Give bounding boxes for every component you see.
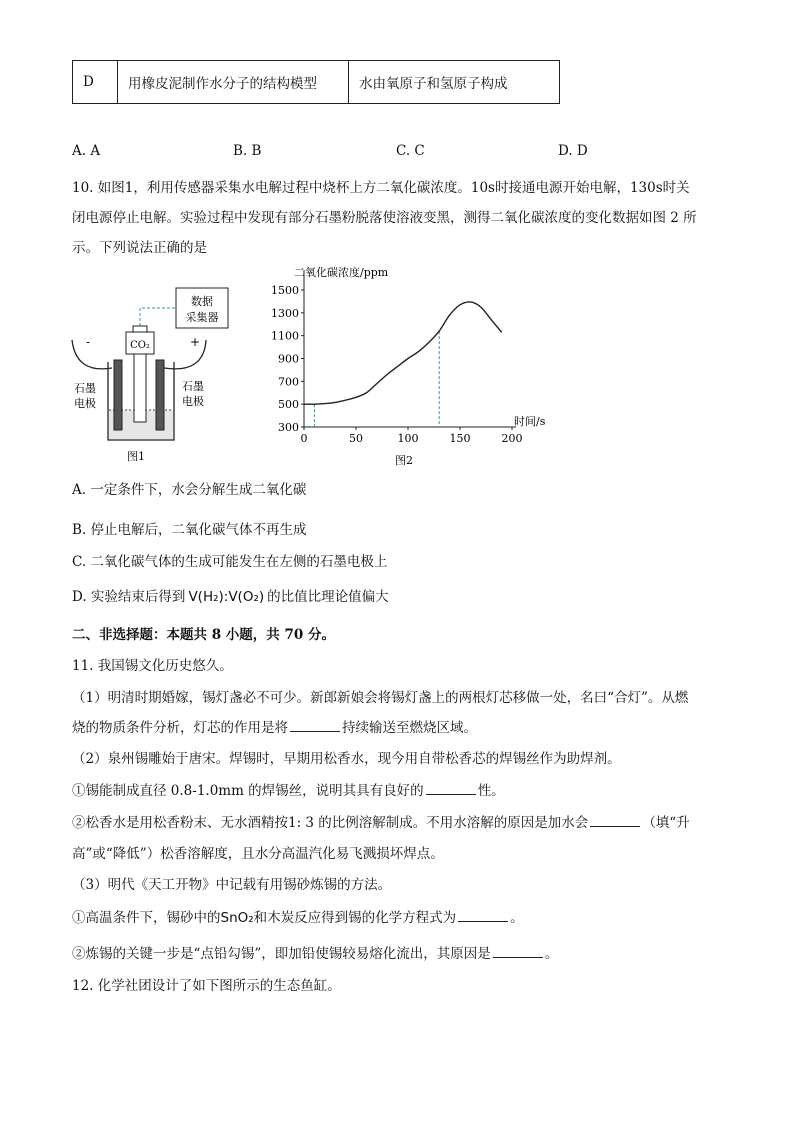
table-cell: 水由氧原子和氢原子构成 <box>349 61 560 104</box>
answer-blank[interactable] <box>426 781 476 795</box>
q10-option-b: B. 停止电解后，二氧化碳气体不再生成 <box>72 522 307 538</box>
option-text: 的比值比理论值偏大 <box>267 589 389 605</box>
q9-option-b: B. B <box>233 143 262 159</box>
answer-blank[interactable] <box>493 944 543 958</box>
left-electrode-label: 电极 <box>74 397 96 410</box>
q11-text: （2）泉州锡雕始于唐宋。焊锡时，早期用松香水，现今用自带松香芯的焊锡丝作为助焊剂。 <box>72 751 621 767</box>
figure-1-apparatus <box>64 282 244 467</box>
option-text: D. 实验结束后得到 <box>72 589 186 605</box>
figure-2-caption: 图2 <box>395 454 413 467</box>
text-segment: 和木炭反应得到锡的化学方程式为 <box>253 910 457 926</box>
text-segment: （填“升 <box>642 815 690 831</box>
option-table <box>72 60 560 104</box>
sno2-formula: SnO₂ <box>220 910 254 926</box>
text-segment: ①锡能制成直径 0.8-1.0mm 的焊锡丝，说明其具有良好的 <box>72 783 424 799</box>
q10-line: 10. 如图1，利用传感器采集水电解过程中烧杯上方二氧化碳浓度。10s时接通电源开始电解，130s时关 <box>72 180 690 196</box>
answer-blank[interactable] <box>290 718 340 732</box>
minus-sign: - <box>86 335 91 349</box>
y-tick-label: 700 <box>278 375 299 389</box>
sensor-label: 数据 <box>191 295 213 308</box>
q11-text: 高”或“降低”）松香溶解度，且水分高温汽化易飞溅损坏焊点。 <box>72 846 444 862</box>
y-tick-label: 1300 <box>271 306 299 320</box>
probe-label: CO₂ <box>130 340 150 351</box>
q11-text: （1）明清时期婚嫁，锡灯盏必不可少。新郎新娘会将锡灯盏上的两根灯芯移做一处，名曰“合灯”。从燃 <box>72 690 689 706</box>
left-electrode-label: 石墨 <box>74 382 96 395</box>
x-tick-label: 50 <box>349 432 363 445</box>
q11-text: （3）明代《天工开物》中记载有用锡砂炼锡的方法。 <box>72 877 392 893</box>
text-segment: ①高温条件下，锡砂中的 <box>72 910 221 926</box>
sensor-link <box>140 308 176 326</box>
x-tick-label: 100 <box>397 432 419 445</box>
answer-blank[interactable] <box>590 813 640 827</box>
y-tick-label: 1100 <box>271 329 299 343</box>
q10-option-a: A. 一定条件下，水会分解生成二氧化碳 <box>72 482 307 498</box>
q11-text <box>72 942 558 962</box>
answer-blank[interactable] <box>458 908 508 922</box>
table-cell: D <box>73 61 118 104</box>
text-segment: ②炼锡的关键一步是“点铅勾锡”，即加铅使锡较易熔化流出，其原因是 <box>72 946 491 962</box>
y-axis-label: 二氧化碳浓度/ppm <box>294 266 389 279</box>
text-segment: 性。 <box>477 783 505 799</box>
q11-text <box>72 906 524 926</box>
text-segment: 。 <box>544 946 559 962</box>
q9-option-d: D. D <box>558 143 588 159</box>
right-electrode-label: 电极 <box>182 395 204 408</box>
text-segment: 。 <box>510 910 524 926</box>
y-tick-label: 1500 <box>271 284 299 297</box>
text-segment: ②松香水是用松香粉末、无水酒精按1: 3 的比例溶解制成。不用水溶解的原因是加水会 <box>72 815 589 831</box>
x-tick-label: 200 <box>501 432 523 445</box>
q9-option-c: C. C <box>396 143 425 159</box>
co2-concentration-series <box>304 302 502 404</box>
sensor-label: 采集器 <box>185 311 219 324</box>
text-segment: 烧的物质条件分析，灯芯的作用是将 <box>72 720 288 736</box>
figure-1-caption: 图1 <box>127 450 145 463</box>
right-electrode-label: 石墨 <box>182 380 204 393</box>
q11-title: 11. 我国锡文化历史悠久。 <box>72 658 233 674</box>
q10-option-d <box>72 585 389 605</box>
y-tick-label: 900 <box>278 352 299 366</box>
co2-concentration-chart <box>262 262 582 472</box>
q10-line: 闭电源停止电解。实验过程中发现有部分石墨粉脱落使溶液变黑，测得二氧化碳浓度的变化数据如图 2 所 <box>72 210 697 226</box>
y-tick-label: 500 <box>278 398 299 412</box>
q12-title: 12. 化学社团设计了如下图所示的生态鱼缸。 <box>72 978 341 994</box>
table-cell: 用橡皮泥制作水分子的结构模型 <box>118 61 349 104</box>
volume-ratio-formula: V(H₂):V(O₂) <box>188 589 265 605</box>
left-graphite-electrode <box>114 360 122 430</box>
q11-text <box>72 716 477 736</box>
plus-sign: + <box>190 335 201 349</box>
y-tick-label: 300 <box>278 421 299 434</box>
q11-text <box>72 779 505 799</box>
text-segment: 持续输送至燃烧区域。 <box>342 720 477 736</box>
q10-option-c: C. 二氧化碳气体的生成可能发生在左侧的石墨电极上 <box>72 554 388 570</box>
right-graphite-electrode <box>156 360 164 430</box>
q11-text <box>72 811 690 831</box>
x-axis-label: 时间/s <box>514 415 546 428</box>
q9-option-a: A. A <box>72 143 101 159</box>
x-tick-label: 0 <box>300 432 308 445</box>
left-wire <box>72 340 112 369</box>
q10-line: 示。下列说法正确的是 <box>72 240 207 256</box>
section-heading: 二、非选择题：本题共 8 小题，共 70 分。 <box>72 627 335 643</box>
x-tick-label: 150 <box>449 432 471 445</box>
table-row <box>73 61 560 104</box>
